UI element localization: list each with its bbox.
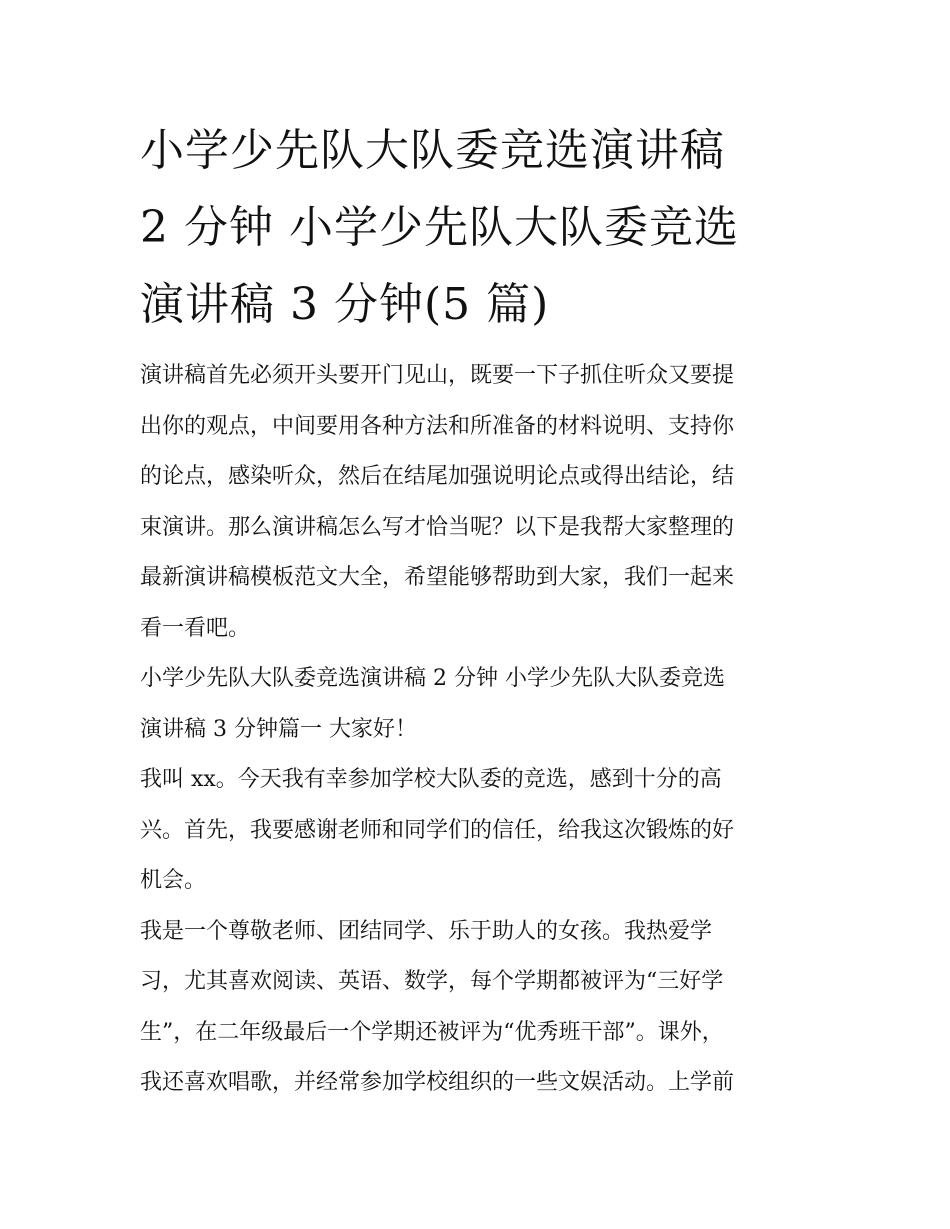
intro-paragraph [140, 351, 812, 654]
text-line: 生”，在二年级最后一个学期还被评为“优秀班干部”。课外， [140, 1019, 724, 1045]
text-line: 出你的观点，中间要用各种方法和所准备的材料说明、支持你 [140, 413, 735, 439]
title-line: 2 分钟 小学少先队大队委竞选 [140, 202, 739, 253]
text-line: 习，尤其喜欢阅读、英语、数学，每个学期都被评为“三好学 [140, 969, 724, 994]
text-line: 看一看吧。 [140, 615, 251, 641]
text-line: 演讲稿首先必须开头要开门见山，既要一下子抓住听众又要提 [140, 363, 735, 388]
document-page [140, 112, 812, 1109]
title-line: 演讲稿 3 分钟(5 篇) [140, 279, 550, 330]
text-line: 兴。首先，我要感谢老师和同学们的信任，给我这次锻炼的好 [140, 817, 735, 843]
text-line: 小学少先队大队委竞选演讲稿 2 分钟 小学少先队大队委竞选 [140, 666, 725, 691]
document-title [140, 112, 812, 343]
text-line: 的论点，感染听众，然后在结尾加强说明论点或得出结论，结 [140, 464, 735, 489]
text-line: 我是一个尊敬老师、团结同学、乐于助人的女孩。我热爱学 [140, 918, 713, 944]
text-line: 最新演讲稿模板范文大全，希望能够帮助到大家，我们一起来 [140, 565, 735, 590]
text-line: 演讲稿 3 分钟篇一 大家好！ [140, 716, 417, 742]
text-line: 我叫 xx。今天我有幸参加学校大队委的竞选，感到十分的高 [140, 767, 722, 792]
section-heading-paragraph [140, 654, 812, 755]
title-line: 小学少先队大队委竞选演讲稿 [140, 125, 725, 176]
text-line: 机会。 [140, 868, 207, 893]
text-line: 我还喜欢唱歌，并经常参加学校组织的一些文娱活动。上学前 [140, 1070, 735, 1095]
text-line: 束演讲。那么演讲稿怎么写才恰当呢？以下是我帮大家整理的 [140, 514, 735, 540]
speech-paragraph [140, 755, 812, 907]
document-body [140, 351, 812, 1109]
speech-paragraph [140, 907, 812, 1109]
